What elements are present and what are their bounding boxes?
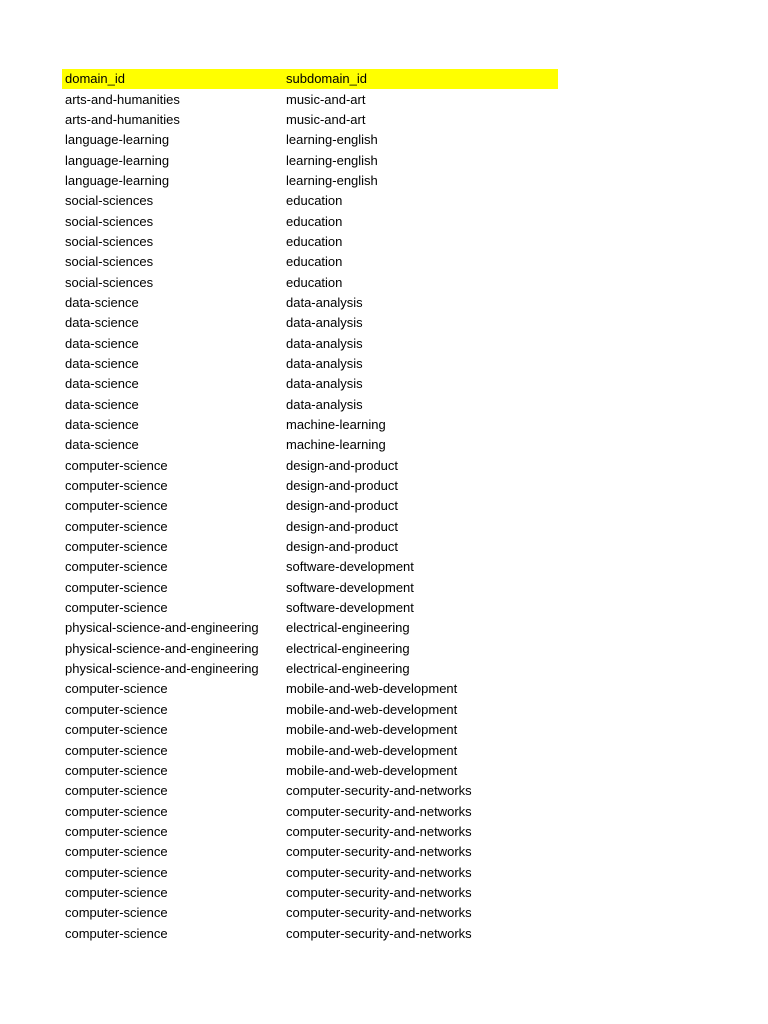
- cell-subdomain-id[interactable]: electrical-engineering: [286, 661, 410, 677]
- cell-subdomain-id[interactable]: mobile-and-web-development: [286, 722, 458, 738]
- table-row: [62, 537, 558, 557]
- cell-domain-id[interactable]: computer-science: [65, 498, 168, 514]
- cell-domain-id[interactable]: arts-and-humanities: [65, 111, 180, 127]
- table-row: [62, 191, 558, 211]
- table-row: [62, 232, 558, 252]
- cell-domain-id[interactable]: computer-science: [65, 762, 168, 778]
- cell-subdomain-id[interactable]: computer-security-and-networks: [286, 844, 472, 860]
- cell-domain-id[interactable]: computer-science: [65, 884, 168, 900]
- cell-domain-id[interactable]: data-science: [65, 417, 139, 433]
- table-row: [62, 720, 558, 740]
- cell-subdomain-id[interactable]: design-and-product: [286, 539, 399, 555]
- cell-subdomain-id[interactable]: education: [286, 274, 343, 290]
- cell-subdomain-id[interactable]: data-analysis: [286, 396, 363, 412]
- cell-domain-id[interactable]: social-sciences: [65, 213, 154, 229]
- table-row: [62, 110, 558, 130]
- cell-subdomain-id[interactable]: education: [286, 233, 343, 249]
- cell-domain-id[interactable]: physical-science-and-engineering: [65, 640, 259, 656]
- cell-domain-id[interactable]: social-sciences: [65, 274, 154, 290]
- cell-domain-id[interactable]: language-learning: [65, 152, 170, 168]
- table-row: [62, 578, 558, 598]
- cell-domain-id[interactable]: computer-science: [65, 600, 168, 616]
- table-row: [62, 272, 558, 292]
- cell-subdomain-id[interactable]: data-analysis: [286, 376, 363, 392]
- table-row: [62, 781, 558, 801]
- cell-subdomain-id[interactable]: education: [286, 213, 343, 229]
- cell-subdomain-id[interactable]: learning-english: [286, 132, 378, 148]
- table-row: [62, 89, 558, 109]
- table-row: [62, 761, 558, 781]
- cell-subdomain-id[interactable]: electrical-engineering: [286, 640, 410, 656]
- cell-subdomain-id[interactable]: electrical-engineering: [286, 620, 410, 636]
- cell-domain-id[interactable]: social-sciences: [65, 254, 154, 270]
- cell-domain-id[interactable]: computer-science: [65, 559, 168, 575]
- cell-subdomain-id[interactable]: machine-learning: [286, 417, 386, 433]
- table-row: [62, 150, 558, 170]
- cell-subdomain-id[interactable]: computer-security-and-networks: [286, 884, 472, 900]
- cell-subdomain-id[interactable]: data-analysis: [286, 315, 363, 331]
- header-cell-subdomain-id[interactable]: subdomain_id: [286, 71, 367, 87]
- cell-subdomain-id[interactable]: software-development: [286, 579, 414, 595]
- table-row: [62, 252, 558, 272]
- cell-subdomain-id[interactable]: computer-security-and-networks: [286, 864, 472, 880]
- cell-domain-id[interactable]: computer-science: [65, 478, 168, 494]
- cell-domain-id[interactable]: data-science: [65, 335, 139, 351]
- cell-subdomain-id[interactable]: mobile-and-web-development: [286, 762, 458, 778]
- cell-subdomain-id[interactable]: data-analysis: [286, 355, 363, 371]
- cell-domain-id[interactable]: data-science: [65, 437, 139, 453]
- cell-domain-id[interactable]: computer-science: [65, 457, 168, 473]
- cell-domain-id[interactable]: data-science: [65, 376, 139, 392]
- table-row: [62, 700, 558, 720]
- table-row: [62, 679, 558, 699]
- cell-subdomain-id[interactable]: computer-security-and-networks: [286, 905, 472, 921]
- table-row: [62, 313, 558, 333]
- cell-domain-id[interactable]: computer-science: [65, 539, 168, 555]
- table-row: [62, 659, 558, 679]
- table-row: [62, 598, 558, 618]
- cell-domain-id[interactable]: computer-science: [65, 925, 168, 941]
- table-row: [62, 435, 558, 455]
- cell-subdomain-id[interactable]: music-and-art: [286, 91, 366, 107]
- cell-domain-id[interactable]: social-sciences: [65, 193, 154, 209]
- table-row: [62, 740, 558, 760]
- cell-subdomain-id[interactable]: computer-security-and-networks: [286, 925, 472, 941]
- table-row: [62, 923, 558, 943]
- cell-domain-id[interactable]: social-sciences: [65, 233, 154, 249]
- cell-subdomain-id[interactable]: education: [286, 254, 343, 270]
- table-row: [62, 842, 558, 862]
- cell-subdomain-id[interactable]: design-and-product: [286, 498, 399, 514]
- cell-domain-id[interactable]: physical-science-and-engineering: [65, 661, 259, 677]
- cell-domain-id[interactable]: computer-science: [65, 518, 168, 534]
- table-row: [62, 374, 558, 394]
- cell-domain-id[interactable]: computer-science: [65, 905, 168, 921]
- cell-subdomain-id[interactable]: design-and-product: [286, 518, 399, 534]
- table-row: [62, 639, 558, 659]
- table-row: [62, 801, 558, 821]
- table-row: [62, 903, 558, 923]
- spreadsheet-table: [62, 69, 558, 944]
- table-row: [62, 130, 558, 150]
- cell-subdomain-id[interactable]: software-development: [286, 559, 414, 575]
- cell-subdomain-id[interactable]: software-development: [286, 600, 414, 616]
- cell-domain-id[interactable]: data-science: [65, 315, 139, 331]
- table-row: [62, 456, 558, 476]
- cell-domain-id[interactable]: computer-science: [65, 681, 168, 697]
- cell-subdomain-id[interactable]: music-and-art: [286, 111, 366, 127]
- cell-subdomain-id[interactable]: design-and-product: [286, 478, 399, 494]
- cell-domain-id[interactable]: computer-science: [65, 742, 168, 758]
- table-row: [62, 517, 558, 537]
- cell-domain-id[interactable]: computer-science: [65, 803, 168, 819]
- cell-domain-id[interactable]: language-learning: [65, 132, 170, 148]
- cell-domain-id[interactable]: computer-science: [65, 579, 168, 595]
- table-row: [62, 395, 558, 415]
- table-row: [62, 354, 558, 374]
- cell-domain-id[interactable]: arts-and-humanities: [65, 91, 180, 107]
- cell-domain-id[interactable]: data-science: [65, 396, 139, 412]
- cell-domain-id[interactable]: computer-science: [65, 864, 168, 880]
- cell-subdomain-id[interactable]: computer-security-and-networks: [286, 783, 472, 799]
- cell-domain-id[interactable]: computer-science: [65, 783, 168, 799]
- cell-subdomain-id[interactable]: mobile-and-web-development: [286, 742, 458, 758]
- cell-subdomain-id[interactable]: mobile-and-web-development: [286, 701, 458, 717]
- table-row: [62, 862, 558, 882]
- cell-domain-id[interactable]: physical-science-and-engineering: [65, 620, 259, 636]
- table-row: [62, 557, 558, 577]
- table-row: [62, 415, 558, 435]
- cell-domain-id[interactable]: computer-science: [65, 722, 168, 738]
- cell-subdomain-id[interactable]: data-analysis: [286, 335, 363, 351]
- table-row: [62, 822, 558, 842]
- table-row: [62, 476, 558, 496]
- cell-domain-id[interactable]: data-science: [65, 294, 139, 310]
- cell-subdomain-id[interactable]: computer-security-and-networks: [286, 803, 472, 819]
- cell-domain-id[interactable]: computer-science: [65, 823, 168, 839]
- cell-domain-id[interactable]: language-learning: [65, 172, 170, 188]
- table-row: [62, 883, 558, 903]
- header-row: [62, 69, 558, 89]
- cell-subdomain-id[interactable]: data-analysis: [286, 294, 363, 310]
- table-row: [62, 293, 558, 313]
- cell-subdomain-id[interactable]: education: [286, 193, 343, 209]
- table-row: [62, 211, 558, 231]
- table-row: [62, 496, 558, 516]
- table-row: [62, 333, 558, 353]
- cell-subdomain-id[interactable]: machine-learning: [286, 437, 386, 453]
- header-cell-domain-id[interactable]: domain_id: [65, 71, 125, 87]
- cell-domain-id[interactable]: computer-science: [65, 701, 168, 717]
- cell-subdomain-id[interactable]: learning-english: [286, 172, 378, 188]
- cell-subdomain-id[interactable]: computer-security-and-networks: [286, 823, 472, 839]
- cell-domain-id[interactable]: data-science: [65, 355, 139, 371]
- cell-subdomain-id[interactable]: mobile-and-web-development: [286, 681, 458, 697]
- cell-subdomain-id[interactable]: design-and-product: [286, 457, 399, 473]
- table-row: [62, 618, 558, 638]
- table-row: [62, 171, 558, 191]
- cell-domain-id[interactable]: computer-science: [65, 844, 168, 860]
- table-body: [62, 89, 558, 943]
- cell-subdomain-id[interactable]: learning-english: [286, 152, 378, 168]
